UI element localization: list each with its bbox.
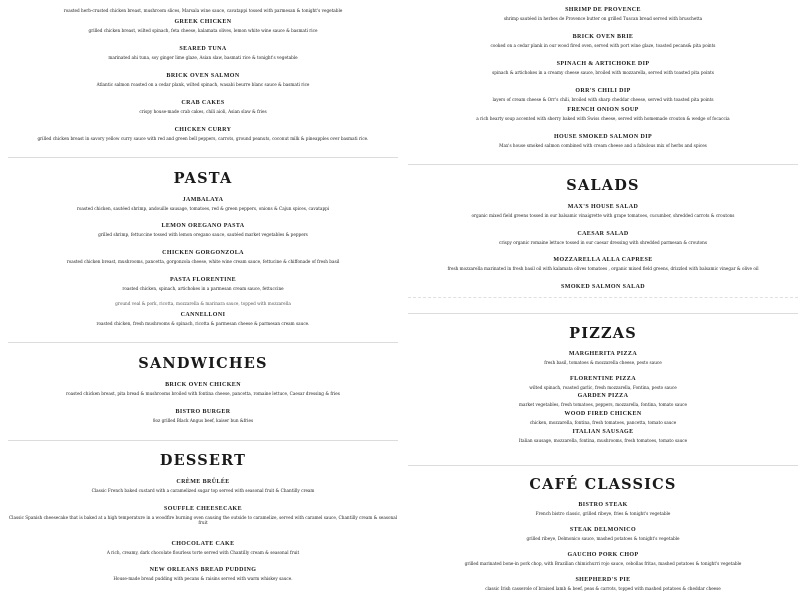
menu-item: GARDEN PIZZA market vegetables, fresh tomatoes, peppers, mozzarella, fontina, tomato sauce [519, 393, 687, 407]
overlap-text: ground veal & pork, ricotta, mozzarella & marinara sauce, topped with mozzarella [115, 301, 291, 306]
menu-item: SPINACH & ARTICHOKE DIP spinach & artichokes in a creamy cheese sauce, broiled with mozzarella, served with toasted pita points [492, 61, 714, 75]
menu-item: MAX'S HOUSE SALAD organic mixed field greens tossed in our balsamic vinaigrette with grape tomatoes, cucumber, shredded carrots & croutons [471, 204, 735, 218]
section-title-salads: SALADS [566, 177, 640, 194]
section-divider [408, 297, 798, 298]
menu-item: BRICK OVEN CHICKEN roasted chicken breast, pita bread & mushrooms broiled with fontina cheese, pancetta, romaine lettuce, Caesar dressing & fries [66, 382, 340, 396]
menu-item: GAUCHO PORK CHOP grilled marinated bone-in pork chop, with Brazilian chimichurri rojo sauce, cebollas fritas, mashed potatoes & tonight's vegetable [464, 552, 742, 566]
menu-item: NEW ORLEANS BREAD PUDDING House-made bread pudding with pecans & raisins served with warm whiskey sauce. [113, 567, 293, 581]
menu-item: MOZZARELLA ALLA CAPRESE fresh mozzarella marinated in fresh basil oil with kalamata olives tomatoes , organic mixed field greens, drizzled with balsamic vinegar & olive oil [447, 257, 759, 271]
section-divider [408, 164, 798, 165]
section-title-pasta: PASTA [173, 170, 233, 187]
menu-item: STEAK DELMONICO grilled ribeye, Delmonico sauce, mashed potatoes & tonight's vegetable [526, 527, 680, 541]
menu-item: CHICKEN GORGONZOLA roasted chicken breast, mushrooms, pancetta, gorgonzola cheese, white wine cream sauce, fettucine & chiffonade of fresh basil [66, 250, 340, 264]
menu-item: SHRIMP DE PROVENCE shrimp sautéed in herbes de Provence butter on grilled Tuscan bread served with bruschetta [503, 7, 703, 21]
menu-item: CAESAR SALAD crispy organic romaine lettuce tossed in our caesar dressing with shredded parmesan & croutons [499, 231, 707, 245]
section-title-pizzas: PIZZAS [569, 325, 637, 342]
top-description: roasted herb-crusted chicken breast, mushroom slices, Marsala wine sauce, cavatappi tossed with parmesan & tonight's vegetable [63, 8, 343, 13]
menu-item: CANNELLONI roasted chicken, fresh mushrooms & spinach, ricotta & parmesan cheese & parmesan cream sauce. [96, 312, 310, 326]
menu-item: FRENCH ONION SOUP a rich hearty soup accented with sherry baked with Swiss cheese, served with homemade crouton & wedge of focaccia [476, 107, 730, 121]
menu-item: SMOKED SALMON SALAD [561, 284, 645, 290]
menu-item: BISTRO STEAK French bistro classic, grilled ribeye, fries & tonight's vegetable [535, 502, 671, 516]
menu-item: CHOCOLATE CAKE A rich, creamy, dark chocolate flourless torte served with Chantilly cream & seasonal fruit [106, 541, 300, 555]
menu-item: JAMBALAYA roasted chicken, sautéed shrimp, andouille sausage, tomatoes, red & green peppers, onions & Cajun spices, cavatappi [76, 197, 330, 211]
menu-item: BRICK OVEN SALMON Atlantic salmon roasted on a cedar plank, wilted spinach, wasabi beurre blanc sauce & basmati rice [96, 73, 310, 87]
section-divider [408, 313, 798, 314]
menu-item: CHICKEN CURRY grilled chicken breast in savory yellow curry sauce with red and green bell peppers, carrots, ground peanuts, coconut milk & pineapples over basmati rice. [37, 127, 369, 141]
menu-item: SHEPHERD'S PIE classic Irish casserole of braised lamb & beef, peas & carrots, topped with mashed potatoes & cheddar cheese [485, 577, 721, 591]
menu-item: BRICK OVEN BRIE cooked on a cedar plank in our wood fired oven, served with port wine glaze, toasted pecans& pita points [490, 34, 716, 48]
menu-item: ORR'S CHILI DIP layers of cream cheese & Orr's chili, broiled with sharp cheddar cheese, served with toasted pita points [492, 88, 714, 102]
menu-item: BISTRO BURGER 8oz grilled Black Angus beef, kaiser bun &fries [152, 409, 254, 423]
menu-item: FLORENTINE PIZZA wilted spinach, roasted garlic, fresh mozzarella, Fontina, pesto sauce [529, 376, 677, 390]
section-divider [8, 157, 398, 158]
menu-item: LEMON OREGANO PASTA grilled shrimp, fettuccine tossed with lemon oregano sauce, sautéed market vegetables & peppers [98, 223, 308, 237]
section-title-dessert: DESSERT [159, 452, 247, 469]
menu-item: ITALIAN SAUSAGE Italian sausage, mozzarella, fontina, mushrooms, fresh tomatoes, tomato sauce [518, 429, 688, 443]
section-divider [408, 465, 798, 466]
menu-item: CRAB CAKES crispy house-made crab cakes, chili aioli, Asian slaw & fries [139, 100, 267, 114]
section-title-sandwiches: SANDWICHES [138, 355, 268, 372]
menu-item: CRÈME BRÛLÉE Classic French baked custard with a caramelized sugar top served with seasonal fruit & Chantilly cream [91, 479, 315, 493]
menu-item: GREEK CHICKEN grilled chicken breast, wilted spinach, feta cheese, kalamata olives, lemon white wine sauce & basmati rice [88, 19, 318, 33]
menu-item: MARGHERITA PIZZA fresh basil, tomatoes & mozzarella cheese, pesto sauce [544, 351, 662, 365]
menu-item: SEARED TUNA marinated ahi tuna, soy ginger lime glaze, Asian slaw, basmati rice & tonight's vegetable [108, 46, 298, 60]
section-divider [8, 342, 398, 343]
menu-item: WOOD FIRED CHICKEN chicken, mozzarella, fontina, fresh tomatoes, pancetta, tomato sauce [529, 411, 677, 425]
menu-item: SOUFFLE CHEESECAKE Classic Spanish cheesecake that is baked at a high temperature in a woodfire burning oven causing the outside to caramelize, served with caramel sauce, Chantilly cream & seasonal fruit [8, 506, 398, 526]
section-divider [8, 440, 398, 441]
menu-item: PASTA FLORENTINE roasted chicken, spinach, artichokes in a parmesan cream sauce, fettuccine [122, 277, 284, 291]
section-title-cafe-classics: CAFÉ CLASSICS [529, 476, 677, 493]
menu-item: HOUSE SMOKED SALMON DIP Max's house smoked salmon combined with cream cheese and a fabulous mix of herbs and spices [499, 134, 707, 148]
